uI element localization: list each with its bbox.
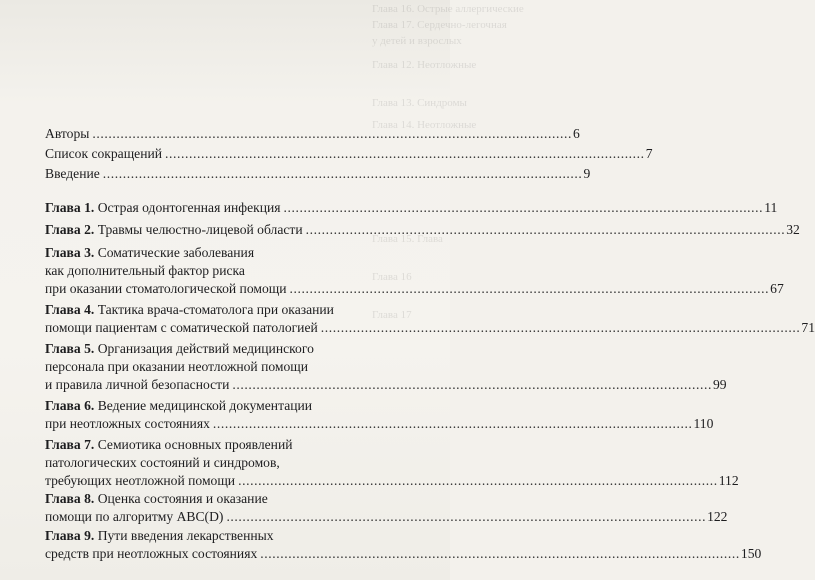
toc-chapter-5[interactable] — [45, 340, 727, 394]
chapter-title-line: патологических состояний и синдромов, — [45, 455, 280, 470]
chapter-title-line: при неотложных состояниях — [45, 416, 210, 431]
chapter-label: Глава 2. — [45, 222, 95, 237]
toc-page-number: 32 — [786, 222, 800, 237]
chapter-title: Пути введения лекарственных — [97, 528, 274, 543]
chapter-title-line: при оказании стоматологической помощи — [45, 281, 287, 296]
toc-entry-title: Авторы — [45, 126, 90, 141]
chapter-label: Глава 7. — [45, 437, 95, 452]
toc-entry-abbreviations[interactable] — [45, 145, 653, 163]
ghost-line: аллергические — [455, 3, 524, 15]
chapter-title: Травмы челюстно-лицевой области — [97, 222, 303, 237]
dot-leader — [260, 545, 738, 563]
chapter-title-line: требующих неотложной помощи — [45, 473, 236, 488]
toc-page-number: 67 — [770, 281, 784, 296]
dot-leader — [226, 508, 704, 526]
chapter-title: Ведение медицинской документации — [97, 398, 313, 413]
toc-chapter-3[interactable] — [45, 244, 784, 298]
toc-page-number: 11 — [764, 200, 778, 215]
chapter-title-line: средств при неотложных состояниях — [45, 546, 258, 561]
toc-page-number: 7 — [645, 146, 653, 161]
chapter-title: Соматические заболевания — [97, 245, 255, 260]
chapter-label: Глава 3. — [45, 245, 95, 260]
dot-leader — [165, 145, 643, 163]
chapter-label: Глава 1. — [45, 200, 95, 215]
toc-chapter-1[interactable] — [45, 199, 778, 217]
toc-entry-authors[interactable] — [45, 125, 580, 143]
toc-page-number: 9 — [583, 166, 591, 181]
toc-page-number: 150 — [740, 546, 762, 561]
chapter-title: Семиотика основных проявлений — [97, 437, 293, 452]
toc-chapter-7[interactable] — [45, 436, 739, 490]
dot-leader — [238, 472, 716, 490]
toc-chapter-2[interactable] — [45, 221, 800, 239]
chapter-title: Оценка состояния и оказание — [97, 491, 268, 506]
ghost-line: Сердечно-легочная — [417, 19, 507, 31]
chapter-title: Организация действий медицинского — [97, 341, 314, 356]
toc-page-number: 99 — [713, 377, 727, 392]
toc-chapter-4[interactable] — [45, 301, 815, 337]
toc-page-number: 6 — [573, 126, 580, 141]
toc-entry-title: Список сокращений — [45, 146, 163, 161]
chapter-label: Глава 8. — [45, 491, 95, 506]
chapter-title-line: персонала при оказании неотложной помощи — [45, 359, 309, 374]
toc-chapter-6[interactable] — [45, 397, 714, 433]
chapter-title-line: и правила личной безопасности — [45, 377, 230, 392]
toc-page-number: 71 — [801, 320, 815, 335]
chapter-title-line: помощи пациентам с соматической патологией — [45, 320, 318, 335]
toc-entry-introduction[interactable] — [45, 165, 591, 183]
dot-leader — [103, 165, 581, 183]
dot-leader — [92, 125, 570, 143]
chapter-title-line: помощи по алгоритму ABC(D) — [45, 509, 224, 524]
chapter-title: Острая одонтогенная инфекция — [97, 200, 281, 215]
toc-chapter-8[interactable] — [45, 490, 728, 526]
toc-page-number: 112 — [718, 473, 739, 488]
toc-chapter-9[interactable] — [45, 527, 762, 563]
dot-leader — [290, 280, 768, 298]
chapter-label: Глава 5. — [45, 341, 95, 356]
chapter-label: Глава 9. — [45, 528, 95, 543]
chapter-title-line: как дополнительный фактор риска — [45, 263, 245, 278]
chapter-title: Тактика врача-стоматолога при оказании — [97, 302, 334, 317]
toc-page-number: 122 — [707, 509, 728, 524]
toc-entry-title: Введение — [45, 166, 100, 181]
dot-leader — [213, 415, 691, 433]
dot-leader — [306, 221, 784, 239]
toc-page-number: 110 — [693, 416, 714, 431]
dot-leader — [232, 376, 710, 394]
dot-leader — [284, 199, 762, 217]
chapter-label: Глава 6. — [45, 398, 95, 413]
dot-leader — [321, 319, 799, 337]
chapter-label: Глава 4. — [45, 302, 95, 317]
